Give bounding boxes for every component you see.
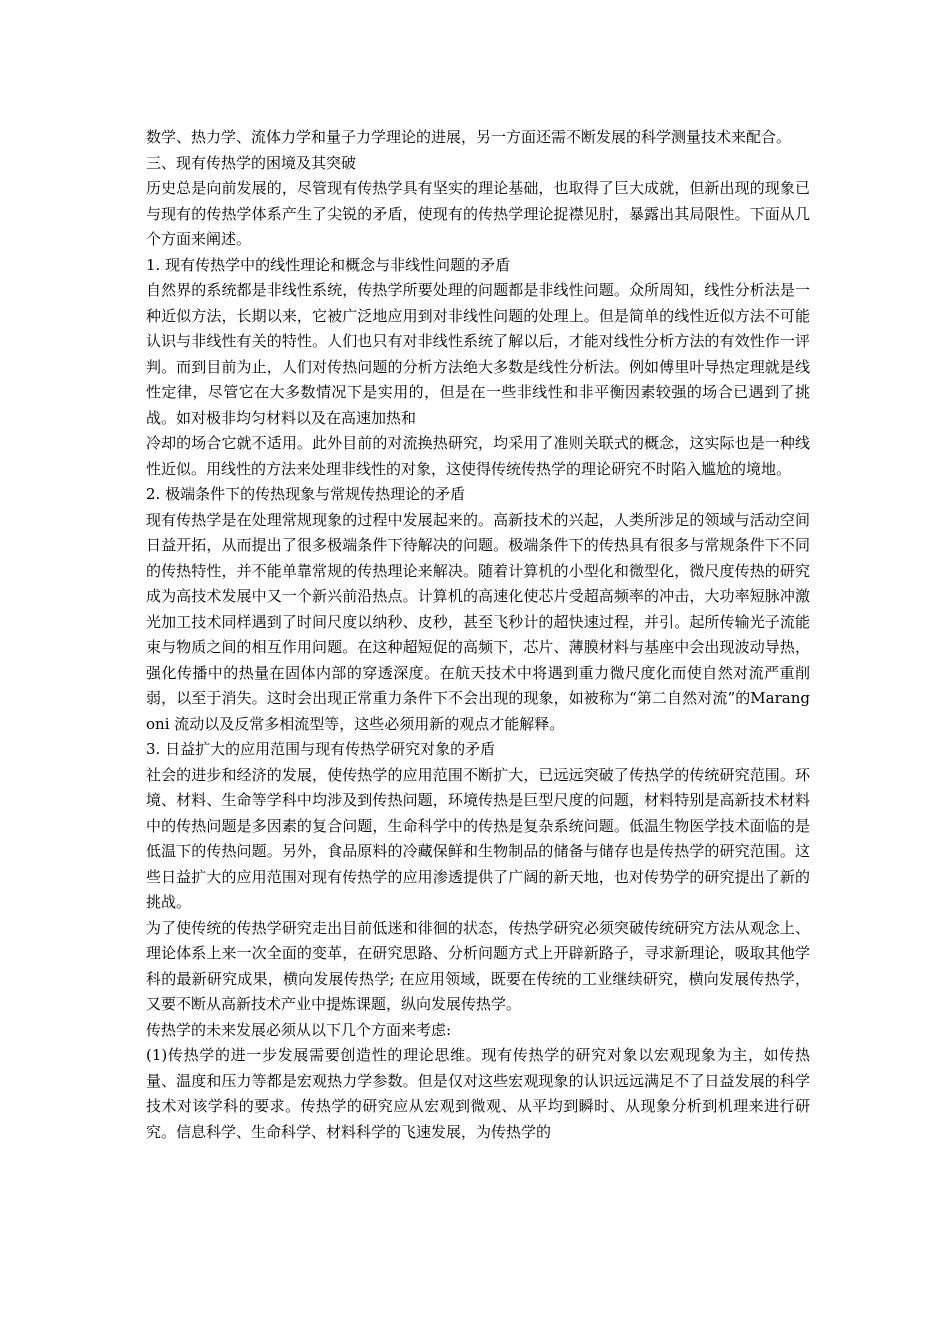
paragraph: 冷却的场合它就不适用。此外目前的对流换热研究，均采用了准则关联式的概念，这实际也是一种线性近似。用线性的方法来处理非线性的对象，这使得传统传热学的理论研究不时陷入尴尬的境地。 <box>146 434 810 478</box>
paragraph: (1)传热学的进一步发展需要创造性的理论思维。现有传热学的研究对象以宏观现象为主，如传热量、温度和压力等都是宏观热力学参数。但是仅对这些宏观现象的认识远远满足不了日益发展的科学技术对该学科的要求。传热学的研究应从宏观到微观、从平均到瞬时、从现象分析到机理来进行研究。信息科学、生命科学、材料科学的飞速发展，为传热学的 <box>146 1046 810 1141</box>
paragraph: 现有传热学是在处理常规现象的过程中发展起来的。高新技术的兴起，人类所涉足的领域与活动空间日益开拓，从而提出了很多极端条件下待解决的问题。极端条件下的传热具有很多与常规条件下不同的传热特性，并不能单靠常规的传热理论来解决。随着计算机的小型化和微型化，微尺度传热的研究成为高技术发展中又一个新兴前沿热点。计算机的高速化使芯片受超高频率的冲击，大功率短脉冲激光加工技术同样遇到了时间尺度以纳秒、皮秒，甚至飞秒计的超快速过程，并引。起所传输光子流能束与物质之间的相互作用问题。在这种超短促的高频下，芯片、薄膜材料与基座中会出现波动导热，强化传播中的热量在固体内部的穿透深度。在航天技术中将遇到重力微尺度化而使自然对流严重削弱，以至于消失。这时会出现正常重力条件下不会出现的现象，如被称为“第二自然对流”的Marangoni 流动以及反常多相流型等，这些必须用新的观点才能解释。 <box>146 510 810 733</box>
document-body <box>146 125 810 1145</box>
section-heading: 三、现有传热学的困境及其突破 <box>146 153 357 172</box>
subsection-heading-1: 1. 现有传热学中的线性理论和概念与非线性问题的矛盾 <box>146 255 511 274</box>
paragraph: 自然界的系统都是非线性系统，传热学所要处理的问题都是非线性问题。众所周知，线性分析法是一种近似方法，长期以来，它被广泛地应用到对非线性问题的处理上。但是简单的线性近似方法不可能认识与非线性有关的特性。人们也只有对非线性系统了解以后，才能对线性分析方法的有效性作一评判。而到目前为止，人们对传热问题的分析方法绝大多数是线性分析法。例如傅里叶导热定理就是线性定律，尽管它在大多数情况下是实用的，但是在一些非线性和非平衡因素较强的场合已遇到了挑战。如对极非均匀材料以及在高速加热和 <box>146 281 810 427</box>
paragraph: 社会的进步和经济的发展，使传热学的应用范围不断扩大，已远远突破了传热学的传统研究范围。环境、材料、生命等学科中均涉及到传热问题，环境传热是巨型尺度的问题，材料特别是高新技术材料中的传热问题是多因素的复合问题，生命科学中的传热是复杂系统问题。低温生物医学技术面临的是低温下的传热问题。另外，食品原料的冷藏保鲜和生物制品的储备与储存也是传热学的研究范围。这些日益扩大的应用范围对现有传热学的应用渗透提供了广阔的新天地，也对传势学的研究提出了新的挑战。 <box>146 765 810 911</box>
paragraph: 为了使传统的传热学研究走出目前低迷和徘徊的状态，传热学研究必须突破传统研究方法从观念上、理论体系上来一次全面的变革，在研究思路、分析问题方式上开辟新路子，寻求新理论，吸取其他学科的最新研究成果，横向发展传热学; 在应用领域，既要在传统的工业继续研究，横向发展传热学，又要不断从高新技术产业中提炼课题，纵向发展传热学。 <box>146 918 810 1013</box>
subsection-heading-3: 3. 日益扩大的应用范围与现有传热学研究对象的矛盾 <box>146 740 496 758</box>
paragraph: 历史总是向前发展的，尽管现有传热学具有坚实的理论基础，也取得了巨大成就，但新出现的现象已与现有的传热学体系产生了尖锐的矛盾，使现有的传热学理论捉襟见肘，暴露出其局限性。下面从几个方面来阐述。 <box>146 179 810 248</box>
paragraph: 传热学的未来发展必须从以下几个方面来考虑: <box>146 1020 452 1039</box>
subsection-heading-2: 2. 极端条件下的传热现象与常规传热理论的矛盾 <box>146 485 466 503</box>
paragraph-continuation: 数学、热力学、流体力学和量子力学理论的进展，另一方面还需不断发展的科学测量技术来配合。 <box>146 128 792 146</box>
